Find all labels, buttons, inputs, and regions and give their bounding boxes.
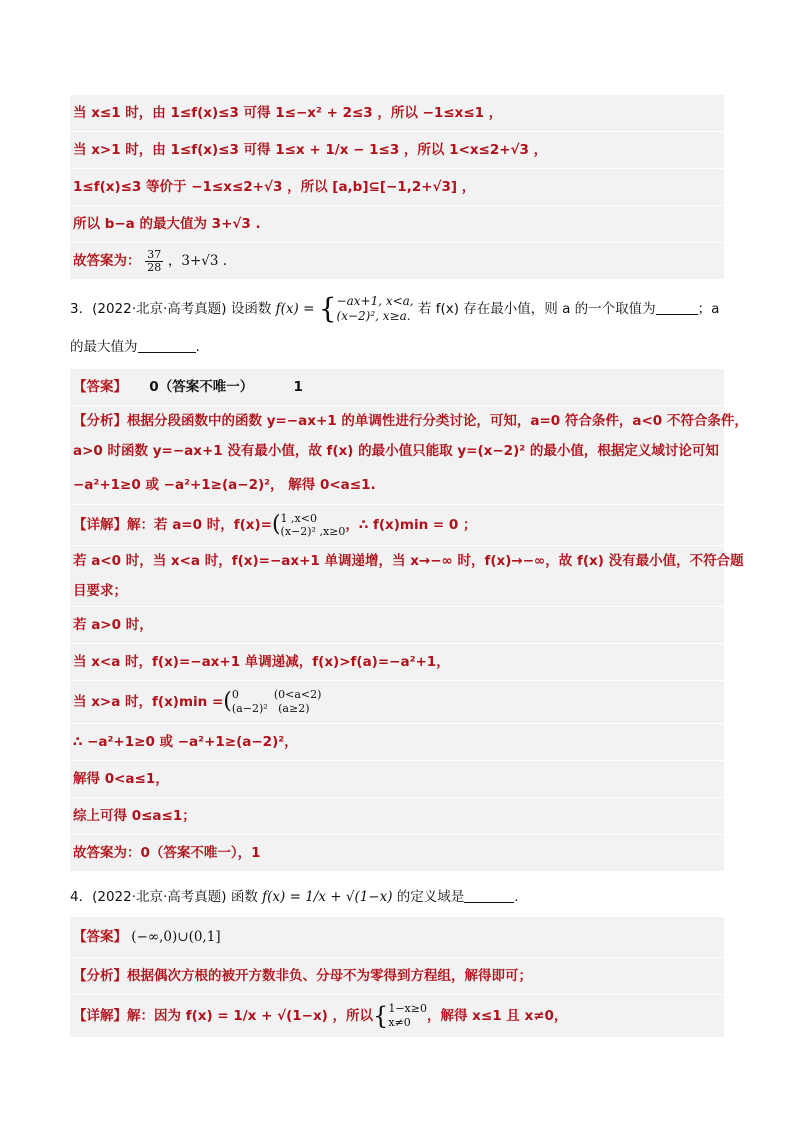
detail-line: 【详解】解：因为 f(x) = 1/x + √(1−x) ，所以{ 1−x≥0 x≠0 ，解得 x≤1 且 x≠0， — [73, 1002, 568, 1030]
question-text: 的最大值为 — [70, 339, 138, 355]
fraction: $\frac{37}{28}$ — [147, 247, 162, 274]
detail-line: 【详解】解：若 a=0 时，f(x)=( 1 ,x<0 (x−2)² ,x≥0 ，∴ f(x)min = 0 ； — [70, 505, 724, 546]
answer-line — [70, 369, 724, 406]
answer-label: 故答案为： — [73, 253, 141, 269]
detail-line: ∴ −a²+1≥0 或 −a²+1≥(a−2)²， — [70, 724, 724, 761]
answer-blank — [138, 338, 196, 353]
detail-tag: 【详解】 — [73, 517, 127, 533]
analysis-tag: 【分析】 — [73, 413, 127, 429]
solution-line: 当 x>1 时，由 1≤f(x)≤3 可得 1≤x + 1/x − 1≤3 ，所以 1<x≤2+√3 ， — [70, 132, 724, 169]
answer-value: 0（答案不唯一） — [149, 379, 254, 395]
analysis-line: −a²+1≥0 或 −a²+1≥(a−2)²， 解得 0<a≤1. — [70, 466, 724, 505]
detail-line: 当 x>a 时，f(x)min =( 0 (0<a<2) (a−2)² (a≥2) — [70, 681, 724, 724]
answer-value: 1 — [293, 379, 303, 395]
period: . — [195, 339, 200, 355]
answer-line — [70, 917, 724, 958]
question-text: 的定义域是 — [396, 889, 465, 905]
piecewise-cases: −ax+1, x<a, (x−2)², x≥a. — [336, 294, 414, 323]
detail-line: 解得 0<a≤1， — [70, 761, 724, 798]
detail-tag: 【详解】 — [73, 1008, 127, 1024]
detail-line: 目要求； — [70, 576, 724, 607]
answer-block-q3 — [70, 369, 748, 871]
answer-block-q4 — [70, 917, 724, 1037]
question-text: ；a — [697, 301, 720, 317]
answer-tag: 【答案】 — [73, 379, 127, 395]
analysis-tag: 【分析】 — [73, 968, 127, 984]
answer-value: (−∞,0)∪(0,1] — [131, 929, 221, 945]
final-answer-line — [70, 243, 724, 279]
solution-block-top — [70, 95, 724, 279]
question-text: 若 f(x) 存在最小值，则 a 的一个取值为 — [417, 301, 656, 317]
answer-value: ，3+√3 . — [167, 253, 228, 269]
analysis-line: 【分析】根据偶次方根的被开方数非负、分母不为零得到方程组，解得即可； — [70, 958, 724, 995]
question-3: 3．(2022·北京·高考真题) 设函数 f(x) = { −ax+1, x<a, (x−2)², x≥a. 若 f(x) 存在最小值，则 a 的一个取值为 ；a 的最大值为 . — [70, 289, 724, 365]
detail-line: 故答案为：0（答案不唯一），1 — [73, 845, 261, 861]
question-source: 3．(2022·北京·高考真题) 设函数 — [70, 301, 272, 317]
detail-line: 若 a<0 时，当 x<a 时，f(x)=−ax+1 单调递增，当 x→−∞ 时，f(x)→−∞，故 f(x) 没有最小值，不符合题 — [73, 553, 744, 569]
answer-blank — [464, 888, 514, 903]
question-4 — [70, 877, 724, 917]
answer-blank — [656, 300, 698, 315]
function-notation: f(x) = — [275, 301, 315, 317]
solution-line: 所以 b−a 的最大值为 3+√3 . — [70, 206, 724, 243]
solution-line: 当 x≤1 时，由 1≤f(x)≤3 可得 1≤−x² + 2≤3 ，所以 −1≤x≤1 ， — [70, 95, 724, 132]
function-notation: f(x) = 1/x + √(1−x) — [262, 889, 393, 905]
detail-line: 当 x<a 时，f(x)=−ax+1 单调递减，f(x)>f(a)=−a²+1， — [70, 644, 724, 681]
analysis-line: a>0 时函数 y=−ax+1 没有最小值，故 f(x) 的最小值只能取 y=(x−2)² 的最小值，根据定义域讨论可知 — [73, 443, 719, 459]
question-source: 4．(2022·北京·高考真题) 函数 — [70, 889, 258, 905]
detail-line: 综上可得 0≤a≤1； — [70, 798, 724, 835]
solution-line: 1≤f(x)≤3 等价于 −1≤x≤2+√3 ，所以 [a,b]⊆[−1,2+√3] ， — [70, 169, 724, 206]
detail-line: 若 a>0 时， — [70, 607, 724, 644]
period: . — [514, 889, 519, 905]
answer-tag: 【答案】 — [73, 929, 127, 945]
analysis-line: 【分析】根据分段函数中的函数 y=−ax+1 的单调性进行分类讨论，可知，a=0 符合条件，a<0 不符合条件， — [73, 413, 748, 429]
page-content — [70, 95, 748, 1037]
